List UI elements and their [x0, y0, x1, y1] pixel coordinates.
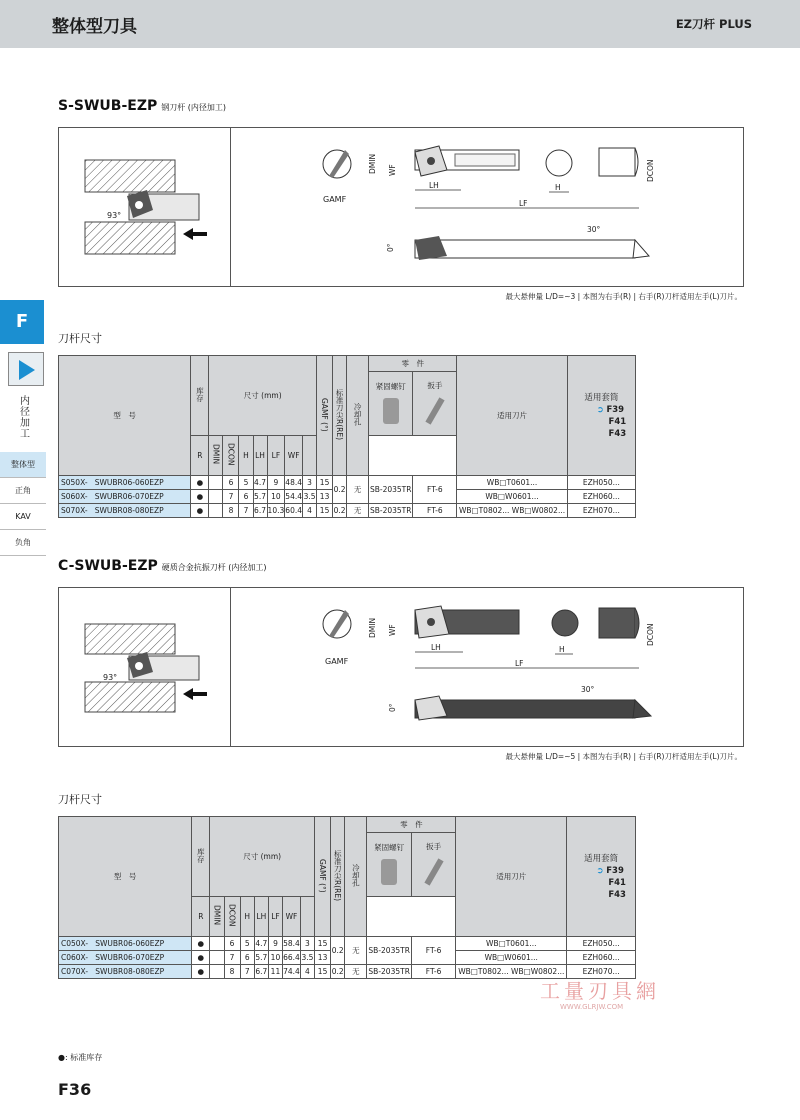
header-wf: WF — [283, 897, 301, 937]
lh-label: LH — [429, 181, 439, 190]
kit-f39: F39 — [606, 404, 625, 415]
page-number: F36 — [58, 1080, 92, 1099]
sidebar-vertical-label: 内径加工 — [20, 396, 30, 440]
page-header — [0, 0, 800, 48]
model-cell[interactable]: S050X- SWUBR06-060EZP — [59, 476, 191, 490]
model-cell[interactable]: C060X- SWUBR06-070EZP — [59, 951, 192, 965]
sidebar-item-negative[interactable]: 负角 — [0, 530, 46, 556]
lh-label: LH — [431, 643, 441, 652]
table-row: S070X- SWUBR08-080EZP ● 8 7 6.7 10.3 60.4 4 15 0.2 无 SB-2035TR FT-6 WB□T0802... WB□W0802... EZH070... — [59, 504, 636, 518]
header-screw: 紧固螺钉 — [369, 372, 413, 436]
header-lh: LH — [253, 436, 267, 476]
header-r: R — [191, 436, 209, 476]
header-screw: 紧固螺钉 — [367, 833, 411, 897]
kit-f39: F39 — [606, 865, 624, 876]
header-r: R — [192, 897, 210, 937]
angle-30-label: 30° — [587, 225, 601, 234]
dmin-label: DMIN — [368, 153, 377, 174]
header-kit: 适用套筒 ➲ F39 F41 F43 — [567, 817, 636, 937]
model-cell[interactable]: S070X- SWUBR08-080EZP — [59, 504, 191, 518]
watermark-url: WWW.GLRJW.COM — [560, 1003, 624, 1011]
watermark-logo: 工量刃具網 — [540, 979, 660, 1003]
angle-0-label: 0° — [388, 703, 397, 712]
stock-footnote: ●: 标准库存 — [58, 1053, 103, 1062]
screw-icon — [381, 859, 397, 885]
section-title-text: C-SWUB-EZP — [58, 558, 158, 574]
dcon-label: DCON — [646, 623, 655, 646]
kit-f41: F41 — [608, 877, 626, 888]
section-title — [58, 98, 226, 114]
model-cell[interactable]: C050X- SWUBR06-060EZP — [59, 937, 192, 951]
dimension-drawing — [59, 588, 745, 748]
kit-f43: F43 — [608, 428, 627, 439]
gamf-label: GAMF — [325, 657, 349, 666]
kit-title: 适用套筒 — [584, 392, 619, 403]
kit-f41: F41 — [608, 416, 627, 427]
header-coolant: 冷却孔 — [353, 403, 363, 426]
header-wrench: 扳手 — [411, 833, 455, 897]
section-title-text: S-SWUB-EZP — [58, 98, 158, 114]
header-lf: LF — [268, 897, 282, 937]
table-row: S050X- SWUBR06-060EZP ● 6 5 4.7 9 48.4 3 15 0.2 无 SB-2035TR FT-6 WB□T0601... EZH050... — [59, 476, 636, 490]
dcon-label: DCON — [646, 159, 655, 182]
header-dmin: DMIN — [212, 905, 222, 926]
header-h: H — [240, 897, 254, 937]
header-gamf: GAMF (°) — [318, 858, 328, 893]
h-label: H — [559, 645, 565, 654]
kit-f43: F43 — [608, 889, 626, 900]
header-h: H — [239, 436, 253, 476]
header-parts: 零 件 — [369, 356, 457, 372]
wf-label: WF — [388, 164, 397, 176]
header-wrench: 扳手 — [413, 372, 457, 436]
section-title — [58, 558, 267, 574]
table-row: C070X- SWUBR08-080EZP ● 8 7 6.7 11 74.4 4 15 0.2 无 SB-2035TR FT-6 WB□T0802... WB□W0802... EZH070... — [59, 965, 636, 979]
header-insert: 适用刀片 — [457, 356, 567, 476]
sidebar-item-solid[interactable]: 整体型 — [0, 452, 46, 478]
header-model: 型 号 — [59, 817, 192, 937]
header-parts: 零 件 — [367, 817, 456, 833]
table-row: C050X- SWUBR06-060EZP ● 6 5 4.7 9 58.4 3 15 0.2 无 SB-2035TR FT-6 WB□T0601... EZH050... — [59, 937, 636, 951]
product-line-label: EZ刀杆 PLUS — [675, 17, 752, 31]
section-subtitle: 硬质合金抗振刀杆 (内径加工) — [161, 563, 267, 572]
lf-label: LF — [515, 659, 524, 668]
header-stock: 库存 — [195, 387, 205, 402]
tool-diagram — [58, 127, 744, 287]
header-model: 型 号 — [59, 356, 191, 476]
model-cell[interactable]: C070X- SWUBR08-080EZP — [59, 965, 192, 979]
overhang-note: 最大悬伸量 L/D=~3 | 本图为右手(R) | 右手(R)刀杆适用左手(L)刀片。 — [505, 292, 742, 301]
header-re: 标准刀尖R(RE) — [333, 849, 343, 901]
section-subtitle: 钢刀杆 (内径加工) — [161, 103, 227, 112]
header-coolant: 冷却孔 — [351, 864, 361, 887]
h-label: H — [555, 183, 561, 192]
wrench-icon — [425, 397, 444, 424]
model-cell[interactable]: S060X- SWUBR06-070EZP — [59, 490, 191, 504]
sidebar-item-positive[interactable]: 正角 — [0, 478, 46, 504]
wf-label: WF — [388, 624, 397, 636]
header-kit: 适用套筒 ➲ F39 F41 F43 — [567, 356, 635, 476]
header-dmin: DMIN — [211, 444, 221, 465]
internal-turning-icon — [8, 352, 44, 386]
kit-title: 适用套筒 — [584, 853, 619, 864]
dmin-label: DMIN — [368, 617, 377, 638]
header-dcon: DCON — [226, 443, 236, 466]
lf-label: LF — [519, 199, 528, 208]
table-title: 刀杆尺寸 — [58, 332, 102, 345]
header-re: 标准刀尖R(RE) — [335, 388, 345, 440]
wrench-icon — [424, 858, 443, 885]
spec-table — [58, 355, 636, 518]
dimension-drawing — [59, 128, 745, 288]
header-lh: LH — [254, 897, 268, 937]
header-insert: 适用刀片 — [456, 817, 567, 937]
sidebar-item-kav[interactable]: KAV — [0, 504, 46, 530]
approach-angle-label: 93° — [103, 673, 118, 682]
chapter-tab[interactable]: F — [0, 300, 44, 344]
approach-angle-label: 93° — [107, 211, 122, 220]
header-stock: 库存 — [196, 848, 206, 863]
angle-0-label: 0° — [386, 243, 395, 252]
overhang-note: 最大悬伸量 L/D=~5 | 本图为右手(R) | 右手(R)刀杆适用左手(L)刀片。 — [505, 752, 742, 761]
header-gamf: GAMF (°) — [320, 397, 330, 432]
sidebar-nav — [0, 452, 46, 556]
page-title: 整体型刀具 — [52, 17, 137, 37]
screw-icon — [383, 398, 399, 424]
header-lf: LF — [267, 436, 285, 476]
table-row: C060X- SWUBR06-070EZP ● 7 6 5.7 10 66.4 3.5 13 WB□W0601... EZH060... — [59, 951, 636, 965]
header-wf: WF — [285, 436, 303, 476]
tool-diagram — [58, 587, 744, 747]
header-dims: 尺寸 (mm) — [209, 356, 317, 436]
header-dims: 尺寸 (mm) — [210, 817, 315, 897]
table-title: 刀杆尺寸 — [58, 793, 102, 806]
table-row: S060X- SWUBR06-070EZP ● 7 6 5.7 10 54.4 3.5 13 WB□W0601... EZH060... — [59, 490, 636, 504]
header-dcon: DCON — [227, 904, 237, 927]
angle-30-label: 30° — [581, 685, 595, 694]
gamf-label: GAMF — [323, 195, 347, 204]
spec-table — [58, 816, 636, 979]
